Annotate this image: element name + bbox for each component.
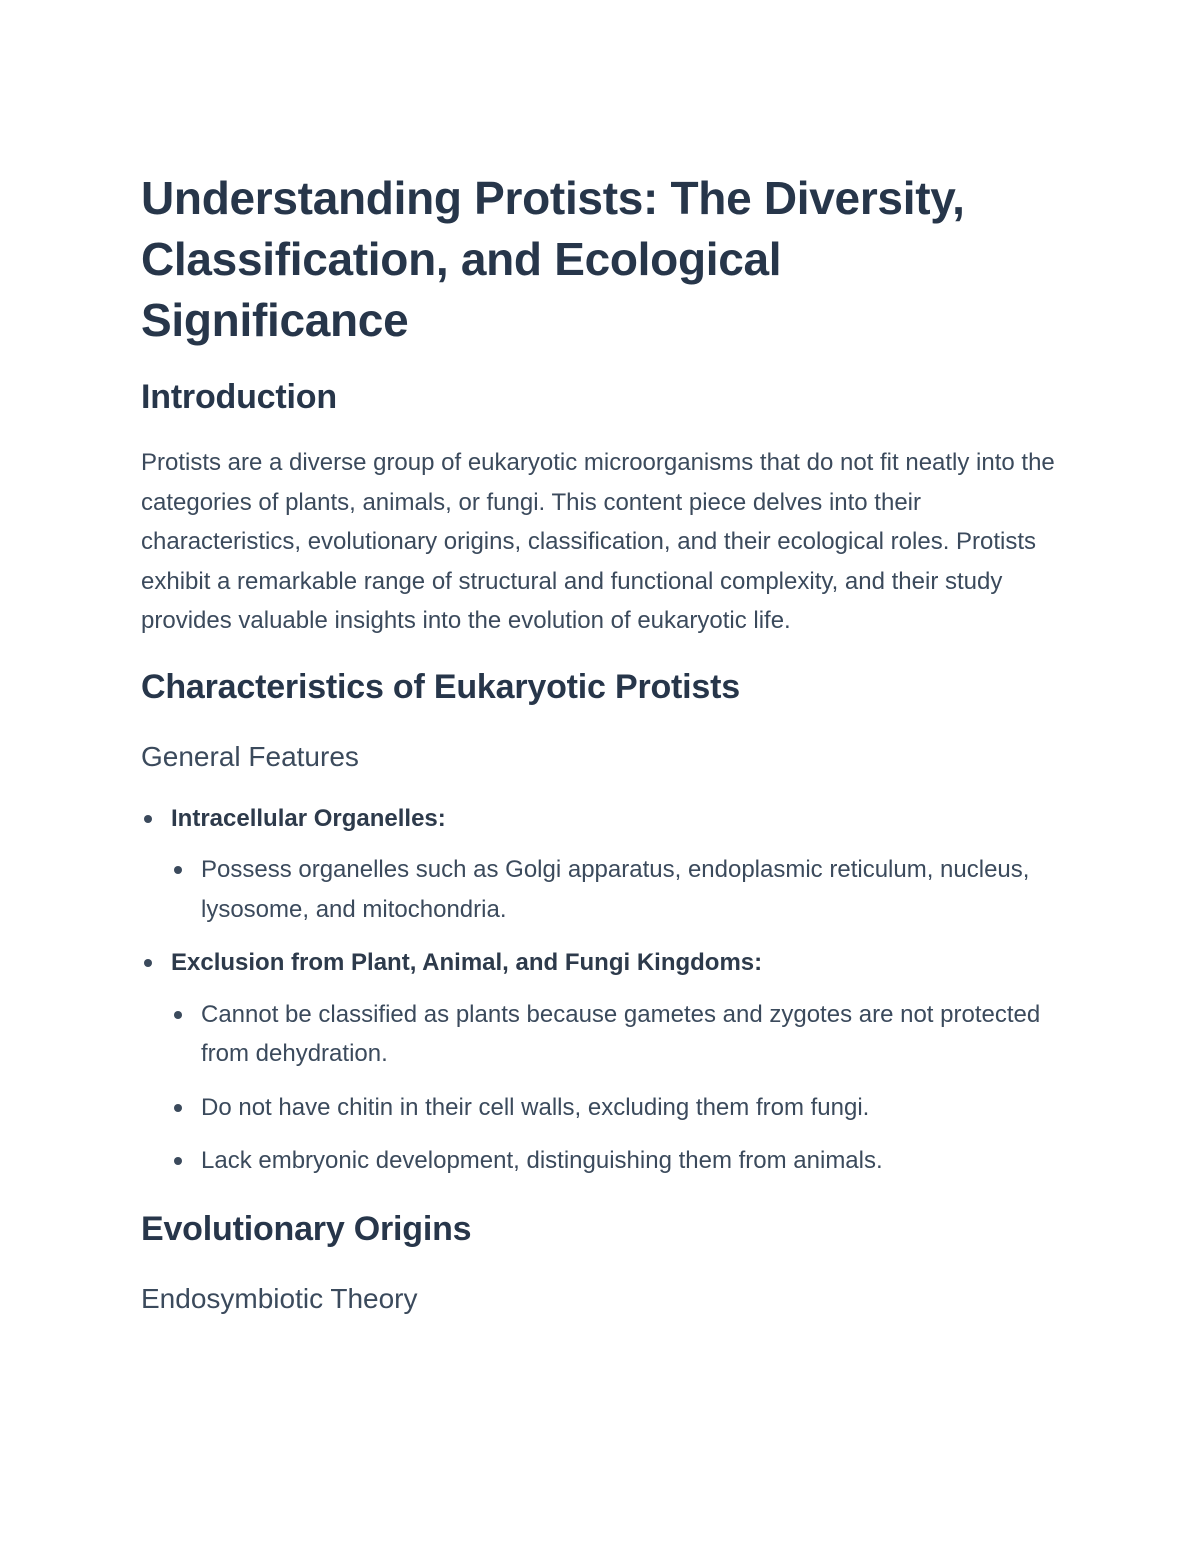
sublist-item-text: Lack embryonic development, distinguishing them from animals. — [201, 1147, 883, 1174]
sublist — [171, 850, 1061, 929]
sublist-item-text: Cannot be classified as plants because gametes and zygotes are not protected from dehydration. — [201, 1000, 1041, 1067]
document-page — [141, 168, 1061, 1317]
bullet-icon — [174, 1104, 182, 1112]
introduction-heading: Introduction — [141, 378, 337, 416]
sublist-item — [171, 1141, 1061, 1181]
introduction-paragraph: Protists are a diverse group of eukaryotic microorganisms that do not fit neatly into the categories of plants, animals, or fungi. This content piece delves into their characteristics, evolutionary origins, classification, and their ecological roles. Protists exhibit a remarkable range of structural and functional complexity, and their study provides valuable insights into the evolution of eukaryotic life. — [141, 449, 1055, 634]
list-item — [141, 943, 1061, 983]
list-item-label: Intracellular Organelles: — [171, 804, 446, 832]
bullet-icon — [144, 815, 152, 823]
sublist-container — [141, 995, 1061, 1181]
general-features-subheading: General Features — [141, 740, 359, 772]
list-item-label: Exclusion from Plant, Animal, and Fungi Kingdoms: — [171, 949, 763, 976]
sublist-item-text: Do not have chitin in their cell walls, excluding them from fungi. — [201, 1093, 870, 1121]
characteristics-heading: Characteristics of Eukaryotic Protists — [141, 667, 740, 706]
bullet-icon — [174, 1157, 182, 1165]
bullet-icon — [144, 959, 152, 967]
document-title: Understanding Protists: The Diversity, Classification, and Ecological Significance — [141, 172, 965, 346]
bullet-icon — [174, 866, 182, 874]
sublist-container — [141, 850, 1061, 929]
features-list — [141, 799, 1061, 1181]
sublist-item — [171, 1088, 1061, 1128]
sublist-item — [171, 850, 1061, 929]
bullet-icon — [174, 1011, 182, 1019]
sublist — [171, 995, 1061, 1181]
sublist-item-text: Possess organelles such as Golgi apparatus, endoplasmic reticulum, nucleus, lysosome, and mitochondria. — [201, 856, 1030, 923]
evolutionary-origins-heading: Evolutionary Origins — [141, 1209, 472, 1248]
endosymbiotic-theory-subheading: Endosymbiotic Theory — [141, 1282, 418, 1314]
sublist-item — [171, 995, 1061, 1074]
list-item — [141, 799, 1061, 839]
